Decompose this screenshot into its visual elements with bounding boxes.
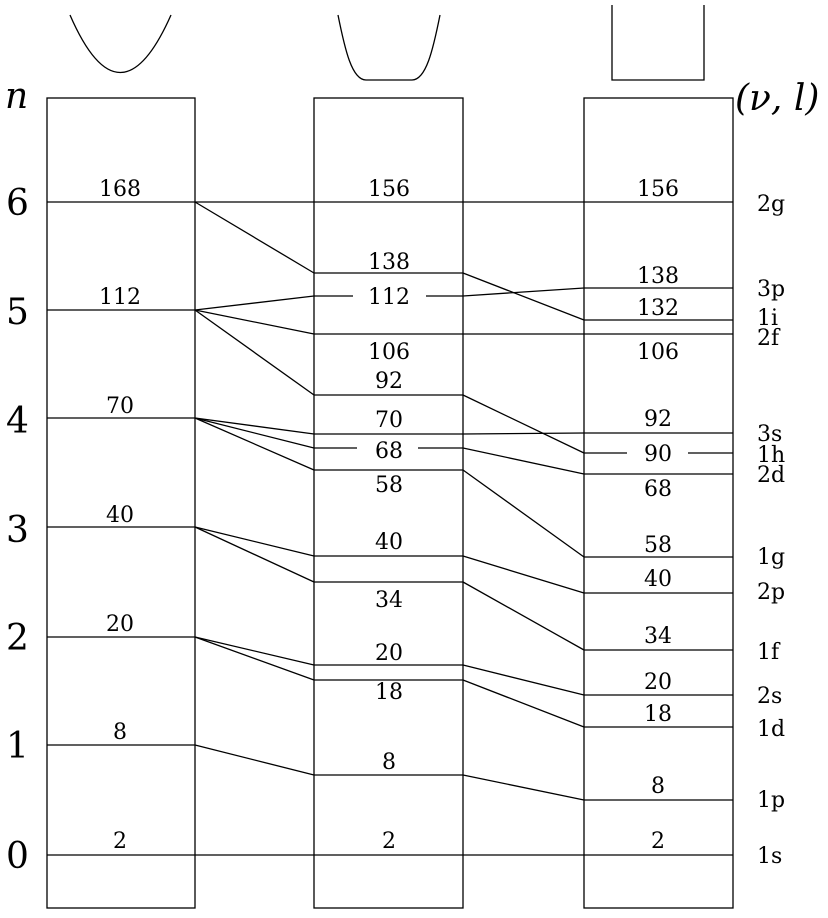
orbital-label: 2f: [757, 326, 780, 351]
intermediate-magic-number: 156: [368, 177, 410, 202]
square-well-magic-number: 2: [651, 829, 665, 854]
connector-line: [195, 310, 314, 395]
square-well-icon: [612, 5, 704, 80]
square-well-magic-number: 138: [637, 264, 679, 289]
square-well-magic-number: 8: [651, 774, 665, 799]
intermediate-magic-number: 138: [368, 250, 410, 275]
orbital-label: 2d: [757, 463, 786, 488]
connector-line: [463, 273, 584, 320]
orbital-label: 2p: [757, 580, 786, 605]
square-well-magic-number: 90: [644, 442, 672, 467]
connector-line: [463, 665, 584, 695]
square-well-magic-number: 40: [644, 567, 672, 592]
intermediate-magic-number: 92: [375, 369, 403, 394]
square-well-magic-number: 18: [644, 702, 672, 727]
orbital-label: 1f: [757, 640, 780, 665]
n-level-label: 6: [6, 183, 29, 224]
intermediate-magic-number: 34: [375, 588, 403, 613]
orbital-label: 2g: [757, 192, 786, 217]
square-well-magic-number: 20: [644, 670, 672, 695]
connector-line: [463, 775, 584, 800]
orbital-axis-label: (ν, l): [735, 78, 820, 119]
intermediate-potential-icon: [338, 15, 440, 80]
oscillator-magic-number: 168: [99, 177, 141, 202]
orbital-label: 1p: [757, 788, 786, 813]
right-connectors: [463, 202, 584, 855]
connector-line: [195, 637, 314, 665]
oscillator-magic-number: 2: [113, 829, 127, 854]
n-level-label: 2: [6, 618, 29, 659]
intermediate-magic-number: 8: [382, 750, 396, 775]
oscillator-magic-number: 70: [106, 394, 134, 419]
intermediate-column-box: [314, 98, 463, 908]
square-well-levels: [584, 177, 733, 855]
connector-line: [195, 527, 314, 556]
orbital-label: 1h: [757, 443, 786, 468]
oscillator-magic-number: 112: [99, 285, 141, 310]
orbital-label: 1s: [757, 844, 783, 869]
connector-line: [463, 433, 584, 434]
connector-line: [195, 527, 314, 582]
square-well-magic-number: 58: [644, 533, 672, 558]
square-well-magic-number: 68: [644, 477, 672, 502]
intermediate-levels: [314, 177, 463, 855]
n-axis-label: n: [5, 76, 29, 117]
intermediate-magic-number: 68: [375, 439, 403, 464]
connector-line: [463, 395, 584, 453]
n-level-label: 0: [6, 836, 29, 877]
orbital-label: 2s: [757, 684, 783, 709]
intermediate-magic-number: 58: [375, 473, 403, 498]
oscillator-magic-number: 20: [106, 612, 134, 637]
connector-line: [195, 745, 314, 775]
n-level-label: 5: [6, 292, 29, 333]
orbital-label: 1i: [757, 306, 779, 331]
oscillator-levels: [47, 177, 195, 855]
oscillator-magic-number: 8: [113, 720, 127, 745]
connector-line: [195, 637, 314, 680]
intermediate-magic-number: 18: [375, 680, 403, 705]
oscillator-magic-number: 40: [106, 503, 134, 528]
square-well-magic-number: 92: [644, 407, 672, 432]
left-connectors: [195, 202, 314, 855]
connector-line: [195, 202, 314, 273]
connector-line: [463, 448, 584, 474]
orbital-labels: [757, 192, 785, 869]
orbital-label: 1g: [757, 545, 786, 570]
connector-line: [463, 470, 584, 557]
intermediate-magic-number: 2: [382, 829, 396, 854]
harmonic-potential-icon: [70, 15, 171, 73]
orbital-label: 3p: [757, 277, 786, 302]
connector-line: [463, 556, 584, 593]
orbital-label: 3s: [757, 422, 783, 447]
connector-line: [195, 296, 314, 310]
intermediate-magic-number: 106: [368, 340, 410, 365]
intermediate-magic-number: 20: [375, 641, 403, 666]
square-well-magic-number: 132: [637, 296, 679, 321]
n-level-label: 4: [6, 401, 29, 442]
square-well-magic-number: 106: [637, 340, 679, 365]
intermediate-magic-number: 112: [368, 285, 410, 310]
connector-line: [463, 288, 584, 296]
orbital-label: 1d: [757, 717, 786, 742]
connector-line: [463, 680, 584, 727]
n-level-label: 1: [6, 726, 29, 767]
square-well-magic-number: 156: [637, 177, 679, 202]
intermediate-magic-number: 40: [375, 530, 403, 555]
connector-line: [463, 582, 584, 650]
square-well-magic-number: 34: [644, 624, 672, 649]
n-level-label: 3: [6, 510, 29, 551]
intermediate-magic-number: 70: [375, 408, 403, 433]
